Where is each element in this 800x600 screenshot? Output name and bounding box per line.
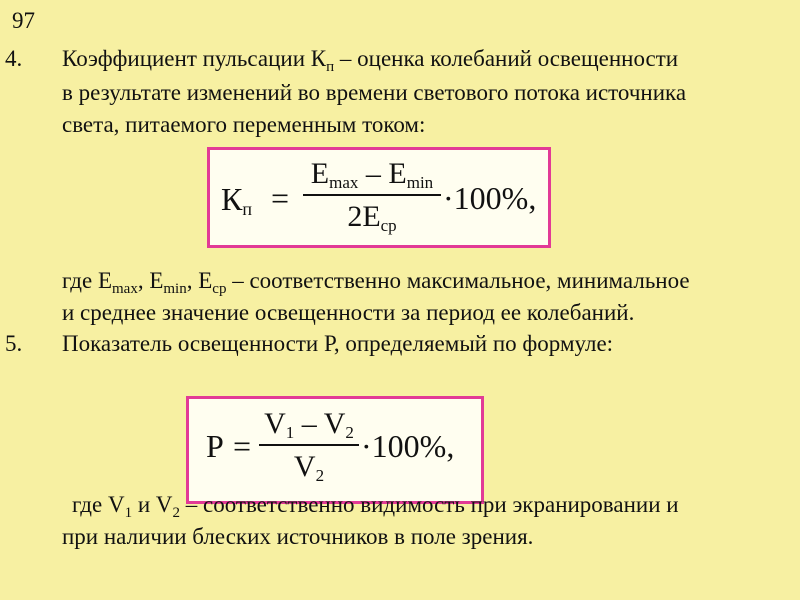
where-2-post: – соответственно видимость при экранировании и xyxy=(179,492,679,517)
formula-1-numerator xyxy=(311,156,433,192)
formula-2-lhs: P xyxy=(206,428,224,464)
item-4-line-2: в результате изменений во времени светового потока источника xyxy=(62,80,687,105)
formula-1-denominator xyxy=(347,199,396,235)
formula-2-v2: V xyxy=(323,407,346,440)
where-1-sub-min: min xyxy=(163,281,187,297)
item-4-number: 4. xyxy=(5,46,23,71)
formula-2-denominator xyxy=(294,449,324,485)
formula-2-minus: – xyxy=(301,407,317,440)
formula-1-emin: E xyxy=(388,157,407,190)
formula-1-lhs xyxy=(221,181,252,217)
where-1-sub-cp: ср xyxy=(212,281,227,297)
formula-1-tail: ·100%, xyxy=(443,180,537,216)
formula-1-emax: E xyxy=(310,157,330,190)
formula-1-emin-sub: min xyxy=(406,173,434,192)
formula-2-v1-sub: 1 xyxy=(285,423,295,442)
where-1-sep-2: , E xyxy=(186,268,213,293)
formula-1-ecp-sub: ср xyxy=(380,216,397,235)
where-2-mid: и V xyxy=(132,492,173,517)
where-1-line-1 xyxy=(62,266,690,296)
formula-2-v2-sub: 2 xyxy=(345,423,354,442)
formula-2-fraction-bar xyxy=(259,444,359,446)
item-4-line-1 xyxy=(62,44,678,74)
formula-1-emax-sub: max xyxy=(329,173,359,192)
where-1-sep-1: , E xyxy=(137,268,164,293)
formula-1-fraction xyxy=(303,156,441,235)
formula-2-tail: ·100%, xyxy=(361,428,455,464)
item-5-number: 5. xyxy=(5,331,23,356)
item-4-line-1-post: – оценка колебаний освещенности xyxy=(334,46,679,71)
formula-1-2e: 2E xyxy=(347,200,381,233)
item-4-line-1-sub: п xyxy=(326,59,335,75)
where-1-post: – соответственно максимальное, минимальное xyxy=(226,268,690,293)
where-1-pre: где E xyxy=(62,268,112,293)
formula-2-fraction xyxy=(259,406,359,485)
item-4-line-1-pre: Коэффициент пульсации К xyxy=(62,46,327,71)
formula-1-minus: – xyxy=(365,157,381,190)
formula-2-v1: V xyxy=(264,407,286,440)
formula-2-numerator xyxy=(264,406,354,442)
where-2-sub-2: 2 xyxy=(172,505,180,521)
where-2-sub-1: 1 xyxy=(124,505,133,521)
formula-1-k: К xyxy=(221,181,243,217)
where-2-line-1 xyxy=(72,490,679,520)
item-4-line-3: света, питаемого переменным током: xyxy=(62,112,426,137)
page-number: 97 xyxy=(12,8,35,33)
where-1-sub-max: max xyxy=(112,281,138,297)
formula-1-equals: = xyxy=(271,180,290,216)
item-5-text: Показатель освещенности Р, определяемый по формуле: xyxy=(62,331,614,356)
formula-2-den-sub: 2 xyxy=(315,466,325,485)
formula-2-equals: = xyxy=(233,428,252,464)
formula-1-fraction-bar xyxy=(303,194,441,196)
where-2-pre: где V xyxy=(72,492,125,517)
formula-1-k-sub: п xyxy=(242,199,252,219)
where-1-line-2: и среднее значение освещенности за период ее колебаний. xyxy=(62,300,635,325)
where-2-line-2: при наличии блеских источников в поле зрения. xyxy=(62,524,534,549)
formula-2-den-v: V xyxy=(293,450,316,483)
